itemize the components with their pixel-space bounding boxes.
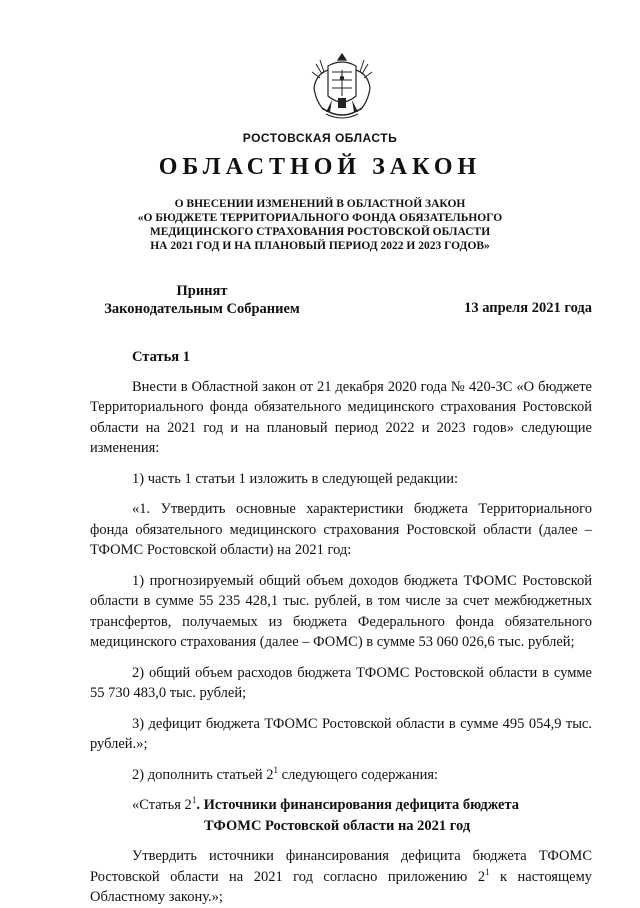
subtitle-line: МЕДИЦИНСКОГО СТРАХОВАНИЯ РОСТОВСКОЙ ОБЛАСТИ [149, 226, 491, 238]
adopted-word: Принят [176, 283, 228, 299]
subtitle-line: «О БЮДЖЕТЕ ТЕРРИТОРИАЛЬНОГО ФОНДА ОБЯЗАТЕЛЬНОГО [137, 212, 503, 224]
adoption-block [92, 282, 312, 318]
article-2-1-heading [90, 795, 592, 816]
region-name: РОСТОВСКАЯ ОБЛАСТЬ [242, 131, 398, 145]
item-text: к настоящему Областному закону.»; [90, 868, 592, 905]
article-body [90, 347, 592, 908]
list-item: 1) часть 1 статьи 1 изложить в следующей редакции: [132, 470, 458, 487]
list-item: 2) общий объем расходов бюджета ТФОМС Ростовской области в сумме 55 730 483,0 тыс. рублей; [90, 664, 592, 701]
article-heading: Статья 1 [132, 349, 190, 365]
law-title: ОБЛАСТНОЙ ЗАКОН [158, 154, 482, 180]
article-title-line2: ТФОМС Ростовской области на 2021 год [204, 817, 471, 834]
article-title: Источники финансирования дефицита бюджета [199, 797, 520, 813]
article-prefix: «Статья 2 [132, 797, 192, 813]
superscript: 1 [485, 866, 490, 877]
list-item [90, 765, 592, 786]
item-text: следующего содержания: [278, 766, 439, 783]
coat-of-arms-icon [302, 50, 382, 126]
adoption-date: 13 апреля 2021 года [464, 300, 592, 316]
law-subtitle [60, 197, 580, 253]
article-dot: . [196, 797, 200, 813]
article-intro: Внести в Областной закон от 21 декабря 2020 года № 420-ЗС «О бюджете Территориального фонда обязательного медицинского страхования Ростовской области на 2021 год и на плановый период 2022 и 2023 годов» следующие изменения: [90, 378, 592, 456]
final-paragraph [90, 846, 592, 908]
superscript: 1 [273, 764, 279, 775]
subtitle-line: О ВНЕСЕНИИ ИЗМЕНЕНИЙ В ОБЛАСТНОЙ ЗАКОН [174, 198, 466, 210]
item-text: 2) дополнить статьей 2 [132, 766, 274, 783]
superscript: 1 [191, 795, 197, 806]
list-item: 3) дефицит бюджета ТФОМС Ростовской области в сумме 495 054,9 тыс. рублей.»; [90, 715, 592, 752]
list-item: 1) прогнозируемый общий объем доходов бюджета ТФОМС Ростовской области в сумме 55 235 428,1 тыс. рублей, в том числе за счет межбюджетных трансфертов, получаемых из бюджета Федерального фонда обязательного медицинского страхования (далее – ФОМС) в сумме 53 060 026,6 тыс. рублей; [90, 572, 592, 650]
item-text: Утвердить источники финансирования дефицита бюджета ТФОМС Ростовской области на 2021 год согласно приложению 2 [90, 848, 592, 885]
subtitle-line: НА 2021 ГОД И НА ПЛАНОВЫЙ ПЕРИОД 2022 И 2023 ГОДОВ» [150, 240, 490, 252]
adopted-by: Законодательным Собранием [104, 301, 300, 317]
quoted-paragraph: «1. Утвердить основные характеристики бюджета Территориального фонда обязательного медицинского страхования Ростовской области (далее – ТФОМС Ростовской области) на 2021 год: [90, 501, 592, 558]
